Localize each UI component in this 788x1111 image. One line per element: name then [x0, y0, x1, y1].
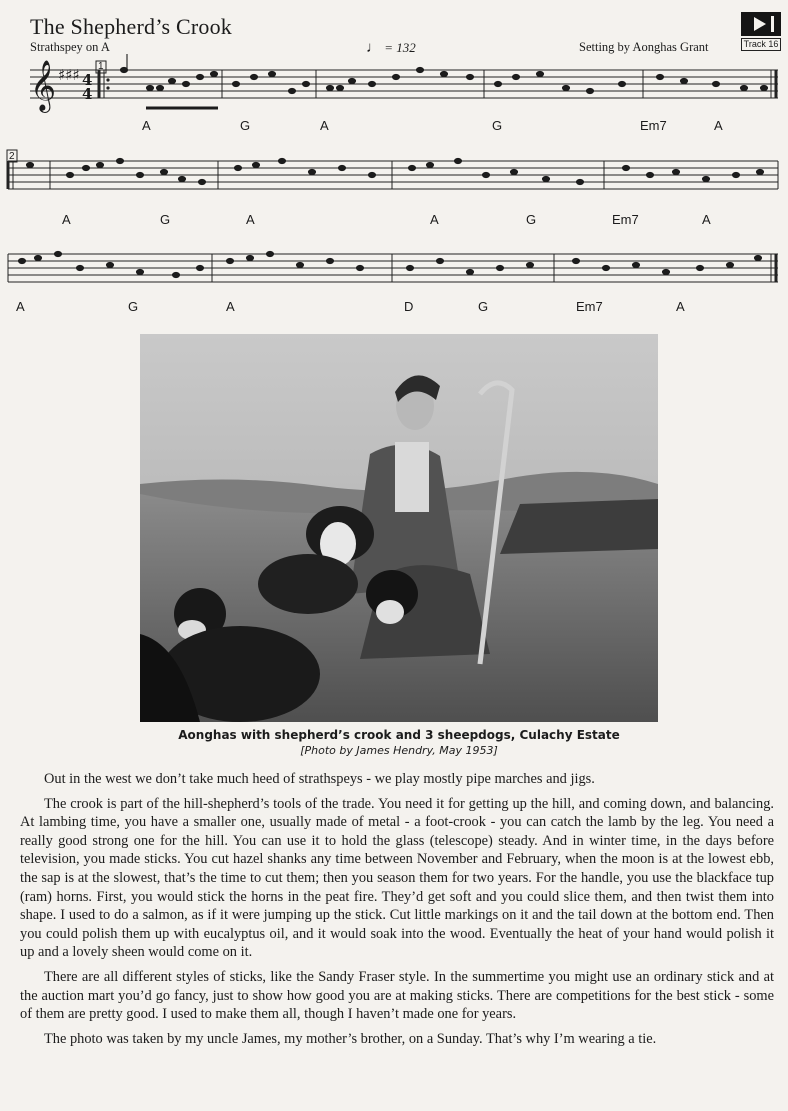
chord-symbol: A	[62, 212, 71, 227]
chord-symbol: G	[160, 212, 171, 227]
paragraph: Out in the west we don’t take much heed of strathspeys - we play mostly pipe marches and jigs.	[44, 771, 595, 787]
treble-clef-icon: 𝄞	[30, 60, 57, 111]
tempo-value: = 132	[384, 40, 416, 55]
play-icon[interactable]	[741, 12, 781, 36]
chord-symbol: Em7	[640, 118, 667, 133]
chord-symbol: D	[404, 299, 414, 314]
setting-credit: Setting by Aonghas Grant	[579, 40, 709, 54]
chord-symbol: A	[16, 299, 25, 314]
chord-symbol: G	[128, 299, 139, 314]
chord-symbol: A	[246, 212, 255, 227]
notation-notes	[121, 54, 768, 108]
music-staff-2	[0, 135, 788, 215]
svg-text:4: 4	[82, 85, 93, 103]
chord-symbol: G	[492, 118, 503, 133]
paragraph: The crook is part of the hill-shepherd’s tools of the trade. You need it for getting up the hill, and coming down, and balancing. At lambing time, you have a smaller one, usually made of metal - a foot-crook - you can catch the lamb by the leg. You need a really good strong one for the hill. You can use it to hold the glass (telescope) steady. And in winter time, in the days before television, you made sticks. You cut hazel shanks any time between November and February, when the moon is at the lowest ebb, the sap is at the slowest, that’s the time to cut them; then you season them for two years. For the handle, you use the blackface tup (ram) horns. First, you would stick the horns in the peat fire. They’d get soft and you could slice them, and then twist them into shape. I used to do a salmon, as if it were jumping up the stick. Cut little markings on it and the tail down at the bottom end. Then you could polish them up with eucalyptus oil, and it would soak into the wood. Eventually the heat of your hand would polish it up and a lovely sheen would come on it.	[20, 795, 774, 961]
historic-photo	[140, 334, 658, 722]
chord-symbol: A	[430, 212, 439, 227]
notation-notes	[27, 158, 764, 184]
chord-symbol: A	[320, 118, 329, 133]
ending-number: 1	[98, 61, 104, 72]
key-signature-icon: ♯♯♯	[58, 66, 80, 84]
chord-symbol: G	[240, 118, 251, 133]
tune-subtitle: Strathspey on A	[30, 40, 110, 54]
chord-symbol: A	[226, 299, 235, 314]
quarter-note-icon: ♩	[366, 40, 381, 56]
chord-symbol: A	[714, 118, 723, 133]
tune-title: The Shepherd’s Crook	[30, 14, 232, 39]
chord-symbol: A	[676, 299, 685, 314]
body-text	[20, 770, 774, 1054]
photo-credit: [Photo by James Hendry, May 1953]	[300, 744, 498, 757]
chord-symbol: G	[526, 212, 537, 227]
paragraph: There are all different styles of sticks, like the Sandy Fraser style. In the summertime you might use an ordinary stick and at the auction mart you’d go fancy, just to show how good you are at making sticks. There are competitions for the best stick - some of them are pretty good. I used to make them all, though I haven’t made one for years.	[20, 968, 774, 1023]
photo-caption: Aonghas with shepherd’s crook and 3 sheepdogs, Culachy Estate	[178, 728, 620, 742]
chord-symbol: A	[142, 118, 151, 133]
ending-number: 2	[9, 151, 15, 162]
chord-symbol: Em7	[612, 212, 639, 227]
music-staff-1	[0, 50, 788, 120]
chord-symbol: A	[702, 212, 711, 227]
notation-notes	[19, 251, 762, 277]
track-label: Track 16	[741, 38, 781, 51]
paragraph: The photo was taken by my uncle James, my mother’s brother, on a Sunday. That’s why I’m wearing a tie.	[44, 1030, 657, 1047]
chord-symbol: Em7	[576, 299, 603, 314]
time-signature-icon: 4	[82, 71, 93, 89]
chord-symbol: G	[478, 299, 489, 314]
music-staff-3	[0, 222, 788, 302]
